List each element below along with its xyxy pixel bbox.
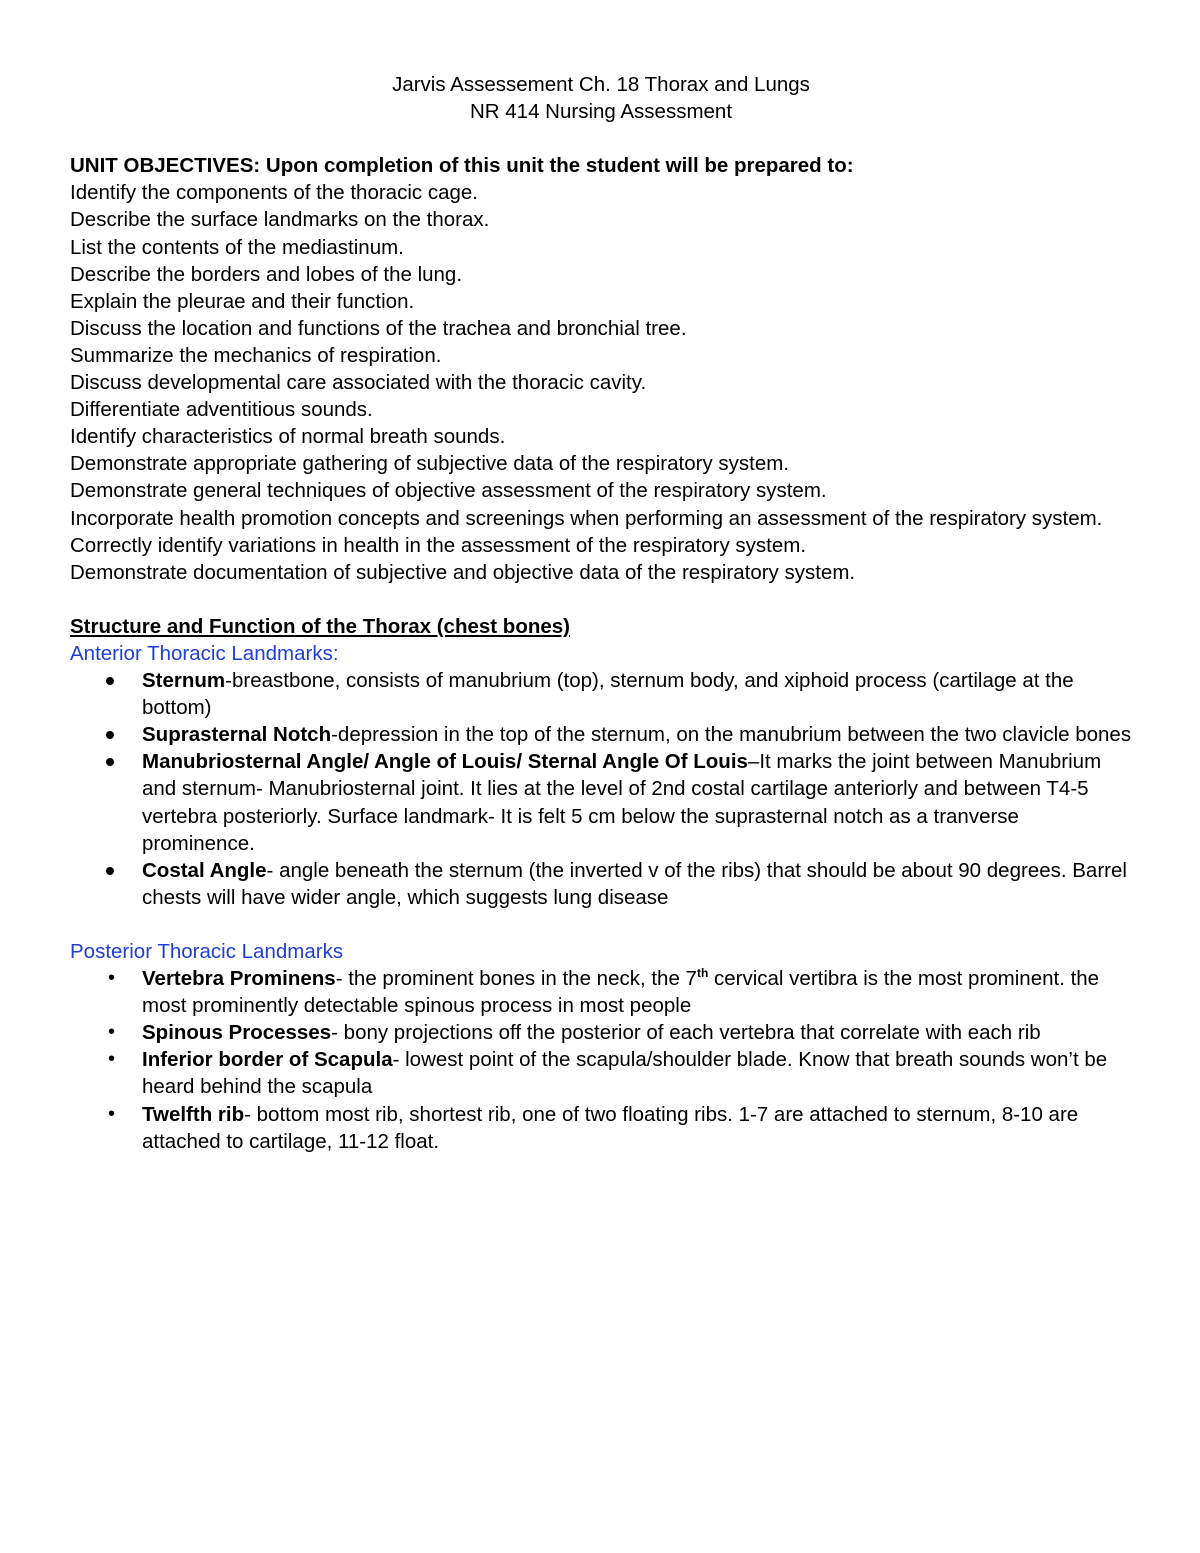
objective-item: Correctly identify variations in health in the assessment of the respiratory system. [70, 533, 807, 557]
objective-item: Identify the components of the thoracic cage. [70, 181, 478, 205]
list-item [70, 1046, 1132, 1100]
spacer [70, 911, 1132, 938]
landmark-term: Spinous Processes [142, 1021, 332, 1045]
list-item [70, 965, 1132, 1019]
objectives-heading: UNIT OBJECTIVES: Upon completion of this unit the student will be prepared to: [70, 154, 854, 178]
list-item [70, 721, 1132, 748]
bullet-icon [106, 867, 114, 875]
objective-item: List the contents of the mediastinum. [70, 235, 404, 259]
list-item [70, 1101, 1132, 1155]
posterior-landmarks-list [70, 965, 1132, 1155]
objective-item: Summarize the mechanics of respiration. [70, 343, 442, 367]
objective-item: Describe the surface landmarks on the thorax. [70, 208, 490, 232]
landmark-desc: cervical vertibra is the most prominent. the most prominently detectable spinous process in most people [142, 967, 1100, 1018]
landmark-term: Suprasternal Notch [142, 723, 332, 747]
document-page [70, 71, 1132, 1155]
spacer [70, 125, 1132, 152]
objective-item: Explain the pleurae and their function. [70, 289, 415, 313]
structure-heading: Structure and Function of the Thorax (chest bones) [70, 614, 570, 638]
superscript: th [696, 966, 709, 981]
list-item [70, 748, 1132, 856]
document-title: Jarvis Assessement Ch. 18 Thorax and Lungs [392, 73, 810, 96]
bullet-icon [106, 731, 114, 739]
bullet-icon [106, 677, 114, 685]
objective-item: Demonstrate general techniques of objective assessment of the respiratory system. [70, 479, 827, 503]
bullet-icon: • [108, 967, 116, 990]
objective-item: Identify characteristics of normal breath sounds. [70, 425, 506, 449]
landmark-desc: - bony projections off the posterior of each vertebra that correlate with each rib [331, 1021, 1041, 1045]
landmark-desc: - angle beneath the sternum (the inverted v of the ribs) that should be about 90 degrees. Barrel chests will have wider angle, which suggests lung disease [142, 858, 1127, 909]
objectives-list [70, 179, 1132, 585]
anterior-landmarks-label: Anterior Thoracic Landmarks: [70, 641, 339, 665]
objective-item: Discuss the location and functions of the trachea and bronchial tree. [70, 316, 687, 340]
bullet-icon: • [108, 1048, 116, 1071]
landmark-term: Sternum [142, 669, 226, 693]
landmark-desc: -breastbone, consists of manubrium (top), sternum body, and xiphoid process (cartilage at the bottom) [142, 669, 1074, 720]
objective-item: Differentiate adventitious sounds. [70, 398, 373, 422]
objective-item: Demonstrate documentation of subjective and objective data of the respiratory system. [70, 560, 856, 584]
landmark-desc: - bottom most rib, shortest rib, one of two floating ribs. 1-7 are attached to sternum, 8-10 are attached to cartilage, 11-12 float. [142, 1102, 1079, 1153]
landmark-term: Inferior border of Scapula [142, 1048, 393, 1072]
landmark-desc: - lowest point of the scapula/shoulder blade. Know that breath sounds won’t be heard behind the scapula [142, 1048, 1108, 1099]
landmark-desc: - the prominent bones in the neck, the 7 [335, 967, 697, 991]
posterior-landmarks-label: Posterior Thoracic Landmarks [70, 940, 344, 963]
list-item [70, 857, 1132, 911]
list-item [70, 667, 1132, 721]
landmark-term: Manubriosternal Angle/ Angle of Louis/ Sternal Angle Of Louis [142, 750, 748, 774]
objective-item: Demonstrate appropriate gathering of subjective data of the respiratory system. [70, 452, 790, 476]
objective-item: Incorporate health promotion concepts and screenings when performing an assessment of the respiratory system. [70, 506, 1103, 530]
bullet-icon [106, 758, 114, 766]
bullet-icon: • [108, 1102, 116, 1125]
list-item [70, 1019, 1132, 1046]
objective-item: Describe the borders and lobes of the lung. [70, 262, 463, 286]
landmark-term: Vertebra Prominens [142, 967, 336, 991]
objective-item: Discuss developmental care associated with the thoracic cavity. [70, 371, 647, 395]
landmark-term: Twelfth rib [142, 1102, 245, 1126]
landmark-desc: –It marks the joint between Manubrium and sternum- Manubriosternal joint. It lies at the level of 2nd costal cartilage anteriorly and between T4-5 vertebra posteriorly. Surface landmark- It is felt 5 cm below the suprasternal notch as a tranverse prominence. [142, 750, 1102, 855]
anterior-landmarks-list [70, 667, 1132, 911]
bullet-icon: • [108, 1021, 116, 1044]
landmark-term: Costal Angle [142, 858, 267, 882]
course-name: NR 414 Nursing Assessment [469, 100, 733, 124]
landmark-desc: -depression in the top of the sternum, on the manubrium between the two clavicle bones [331, 723, 1132, 747]
spacer [70, 586, 1132, 613]
